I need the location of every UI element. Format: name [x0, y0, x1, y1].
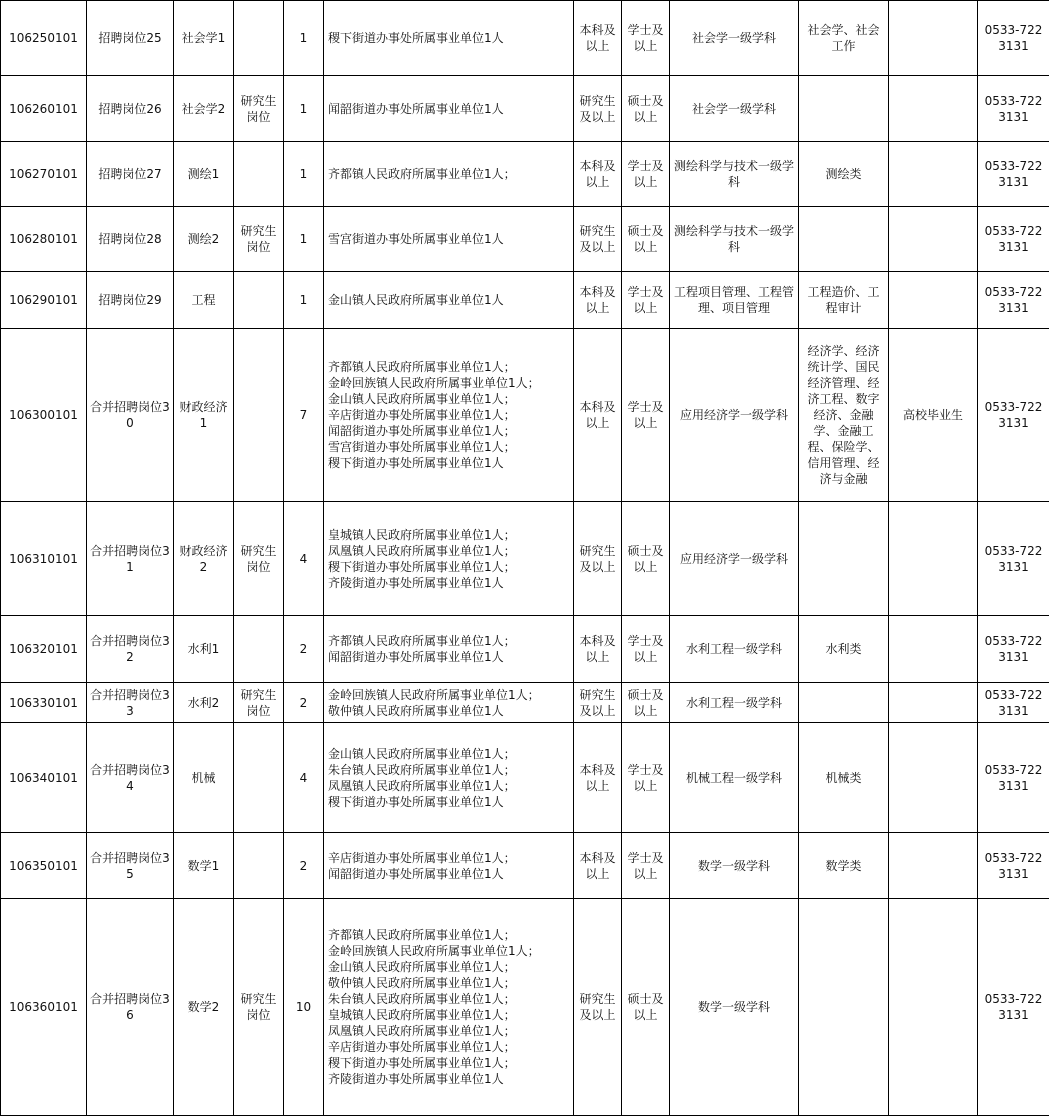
education-cell: 本科及以上: [574, 723, 622, 833]
table-row: [1, 616, 1049, 683]
major-cell: 水利工程一级学科: [670, 616, 799, 683]
phone-cell: 0533-7223131: [978, 683, 1049, 723]
post-name-cell: 合并招聘岗位34: [87, 723, 174, 833]
table-row: [1, 142, 1049, 207]
unit-line: 闻韶街道办事处所属事业单位1人: [328, 101, 570, 117]
major-extra-cell: 工程造价、工程审计: [799, 272, 889, 329]
degree-cell: 硕士及以上: [622, 207, 670, 272]
category-cell: 社会学2: [174, 76, 234, 142]
other-requirement-cell: [889, 833, 978, 899]
post-type-cell: [234, 1, 284, 76]
unit-line: 朱台镇人民政府所属事业单位1人；: [328, 991, 570, 1007]
education-cell: 研究生及以上: [574, 502, 622, 616]
major-extra-cell: [799, 899, 889, 1116]
table-row: [1, 1, 1049, 76]
major-cell: 测绘科学与技术一级学科: [670, 142, 799, 207]
education-cell: 本科及以上: [574, 272, 622, 329]
other-requirement-cell: [889, 272, 978, 329]
phone-cell: 0533-7223131: [978, 272, 1049, 329]
degree-cell: 硕士及以上: [622, 502, 670, 616]
unit-line: 齐都镇人民政府所属事业单位1人；: [328, 359, 570, 375]
post-code-cell: 106270101: [1, 142, 87, 207]
units-cell: [324, 207, 574, 272]
unit-line: 金山镇人民政府所属事业单位1人；: [328, 746, 570, 762]
unit-line: 凤凰镇人民政府所属事业单位1人；: [328, 1023, 570, 1039]
unit-line: 敬仲镇人民政府所属事业单位1人；: [328, 975, 570, 991]
degree-cell: 学士及以上: [622, 272, 670, 329]
phone-cell: 0533-7223131: [978, 76, 1049, 142]
unit-line: 皇城镇人民政府所属事业单位1人；: [328, 1007, 570, 1023]
degree-cell: 学士及以上: [622, 329, 670, 502]
post-type-cell: [234, 272, 284, 329]
unit-line: 雪宫街道办事处所属事业单位1人；: [328, 439, 570, 455]
post-type-cell: 研究生岗位: [234, 683, 284, 723]
major-cell: 工程项目管理、工程管理、项目管理: [670, 272, 799, 329]
other-requirement-cell: [889, 142, 978, 207]
education-cell: 本科及以上: [574, 616, 622, 683]
post-code-cell: 106290101: [1, 272, 87, 329]
category-cell: 财政经济1: [174, 329, 234, 502]
headcount-cell: 4: [284, 502, 324, 616]
unit-line: 凤凰镇人民政府所属事业单位1人；: [328, 778, 570, 794]
post-type-cell: [234, 329, 284, 502]
category-cell: 数学2: [174, 899, 234, 1116]
unit-line: 齐都镇人民政府所属事业单位1人；: [328, 166, 570, 182]
unit-line: 敬仲镇人民政府所属事业单位1人: [328, 703, 570, 719]
unit-line: 齐陵街道办事处所属事业单位1人: [328, 575, 570, 591]
unit-line: 闻韶街道办事处所属事业单位1人；: [328, 423, 570, 439]
major-extra-cell: 测绘类: [799, 142, 889, 207]
other-requirement-cell: [889, 1, 978, 76]
headcount-cell: 7: [284, 329, 324, 502]
degree-cell: 学士及以上: [622, 723, 670, 833]
post-name-cell: 合并招聘岗位30: [87, 329, 174, 502]
major-extra-cell: [799, 502, 889, 616]
unit-line: 金岭回族镇人民政府所属事业单位1人；: [328, 687, 570, 703]
headcount-cell: 2: [284, 833, 324, 899]
post-name-cell: 合并招聘岗位33: [87, 683, 174, 723]
other-requirement-cell: [889, 502, 978, 616]
unit-line: 齐陵街道办事处所属事业单位1人: [328, 1071, 570, 1087]
headcount-cell: 1: [284, 142, 324, 207]
table-row: [1, 502, 1049, 616]
education-cell: 研究生及以上: [574, 76, 622, 142]
table-row: [1, 76, 1049, 142]
unit-line: 齐都镇人民政府所属事业单位1人；: [328, 927, 570, 943]
post-name-cell: 合并招聘岗位32: [87, 616, 174, 683]
degree-cell: 硕士及以上: [622, 76, 670, 142]
post-type-cell: [234, 833, 284, 899]
headcount-cell: 1: [284, 1, 324, 76]
major-cell: 测绘科学与技术一级学科: [670, 207, 799, 272]
education-cell: 研究生及以上: [574, 683, 622, 723]
headcount-cell: 1: [284, 76, 324, 142]
major-cell: 社会学一级学科: [670, 1, 799, 76]
post-code-cell: 106360101: [1, 899, 87, 1116]
units-cell: [324, 502, 574, 616]
post-name-cell: 合并招聘岗位36: [87, 899, 174, 1116]
unit-line: 皇城镇人民政府所属事业单位1人；: [328, 527, 570, 543]
table-row: [1, 272, 1049, 329]
units-cell: [324, 76, 574, 142]
unit-line: 稷下街道办事处所属事业单位1人；: [328, 559, 570, 575]
category-cell: 财政经济2: [174, 502, 234, 616]
unit-line: 雪宫街道办事处所属事业单位1人: [328, 231, 570, 247]
table-row: [1, 833, 1049, 899]
phone-cell: 0533-7223131: [978, 329, 1049, 502]
post-code-cell: 106340101: [1, 723, 87, 833]
post-name-cell: 合并招聘岗位31: [87, 502, 174, 616]
major-extra-cell: [799, 76, 889, 142]
table-body: [1, 1, 1049, 1116]
degree-cell: 学士及以上: [622, 833, 670, 899]
unit-line: 金山镇人民政府所属事业单位1人；: [328, 391, 570, 407]
unit-line: 凤凰镇人民政府所属事业单位1人；: [328, 543, 570, 559]
category-cell: 水利1: [174, 616, 234, 683]
headcount-cell: 10: [284, 899, 324, 1116]
phone-cell: 0533-7223131: [978, 616, 1049, 683]
major-extra-cell: 水利类: [799, 616, 889, 683]
other-requirement-cell: [889, 899, 978, 1116]
major-extra-cell: 经济学、经济统计学、国民经济管理、经济工程、数字经济、金融学、金融工程、保险学、信用管理、经济与金融: [799, 329, 889, 502]
table-row: [1, 899, 1049, 1116]
category-cell: 社会学1: [174, 1, 234, 76]
category-cell: 数学1: [174, 833, 234, 899]
post-code-cell: 106300101: [1, 329, 87, 502]
major-cell: 应用经济学一级学科: [670, 502, 799, 616]
unit-line: 辛店街道办事处所属事业单位1人；: [328, 850, 570, 866]
post-type-cell: [234, 616, 284, 683]
units-cell: [324, 833, 574, 899]
headcount-cell: 2: [284, 616, 324, 683]
degree-cell: 硕士及以上: [622, 683, 670, 723]
other-requirement-cell: [889, 616, 978, 683]
headcount-cell: 1: [284, 272, 324, 329]
phone-cell: 0533-7223131: [978, 723, 1049, 833]
major-extra-cell: 数学类: [799, 833, 889, 899]
post-code-cell: 106250101: [1, 1, 87, 76]
phone-cell: 0533-7223131: [978, 899, 1049, 1116]
phone-cell: 0533-7223131: [978, 207, 1049, 272]
headcount-cell: 1: [284, 207, 324, 272]
education-cell: 研究生及以上: [574, 899, 622, 1116]
major-extra-cell: [799, 683, 889, 723]
post-code-cell: 106330101: [1, 683, 87, 723]
degree-cell: 硕士及以上: [622, 899, 670, 1116]
phone-cell: 0533-7223131: [978, 833, 1049, 899]
unit-line: 齐都镇人民政府所属事业单位1人；: [328, 633, 570, 649]
major-extra-cell: 机械类: [799, 723, 889, 833]
degree-cell: 学士及以上: [622, 142, 670, 207]
major-cell: 机械工程一级学科: [670, 723, 799, 833]
major-extra-cell: 社会学、社会工作: [799, 1, 889, 76]
table-row: [1, 207, 1049, 272]
unit-line: 稷下街道办事处所属事业单位1人: [328, 794, 570, 810]
degree-cell: 学士及以上: [622, 616, 670, 683]
category-cell: 测绘2: [174, 207, 234, 272]
post-type-cell: 研究生岗位: [234, 502, 284, 616]
unit-line: 辛店街道办事处所属事业单位1人；: [328, 407, 570, 423]
other-requirement-cell: [889, 207, 978, 272]
phone-cell: 0533-7223131: [978, 142, 1049, 207]
table-row: [1, 329, 1049, 502]
unit-line: 稷下街道办事处所属事业单位1人；: [328, 1055, 570, 1071]
post-code-cell: 106350101: [1, 833, 87, 899]
unit-line: 金岭回族镇人民政府所属事业单位1人；: [328, 375, 570, 391]
post-type-cell: 研究生岗位: [234, 899, 284, 1116]
phone-cell: 0533-7223131: [978, 1, 1049, 76]
major-cell: 社会学一级学科: [670, 76, 799, 142]
other-requirement-cell: [889, 723, 978, 833]
category-cell: 工程: [174, 272, 234, 329]
education-cell: 本科及以上: [574, 833, 622, 899]
category-cell: 水利2: [174, 683, 234, 723]
education-cell: 研究生及以上: [574, 207, 622, 272]
other-requirement-cell: [889, 683, 978, 723]
post-code-cell: 106260101: [1, 76, 87, 142]
degree-cell: 学士及以上: [622, 1, 670, 76]
education-cell: 本科及以上: [574, 142, 622, 207]
units-cell: [324, 899, 574, 1116]
units-cell: [324, 683, 574, 723]
post-name-cell: 招聘岗位25: [87, 1, 174, 76]
unit-line: 稷下街道办事处所属事业单位1人: [328, 455, 570, 471]
other-requirement-cell: 高校毕业生: [889, 329, 978, 502]
units-cell: [324, 329, 574, 502]
unit-line: 金岭回族镇人民政府所属事业单位1人；: [328, 943, 570, 959]
phone-cell: 0533-7223131: [978, 502, 1049, 616]
units-cell: [324, 616, 574, 683]
post-name-cell: 合并招聘岗位35: [87, 833, 174, 899]
post-name-cell: 招聘岗位28: [87, 207, 174, 272]
major-cell: 数学一级学科: [670, 833, 799, 899]
units-cell: [324, 142, 574, 207]
unit-line: 朱台镇人民政府所属事业单位1人；: [328, 762, 570, 778]
unit-line: 闻韶街道办事处所属事业单位1人: [328, 866, 570, 882]
post-code-cell: 106280101: [1, 207, 87, 272]
post-code-cell: 106320101: [1, 616, 87, 683]
unit-line: 闻韶街道办事处所属事业单位1人: [328, 649, 570, 665]
post-type-cell: [234, 142, 284, 207]
units-cell: [324, 723, 574, 833]
headcount-cell: 4: [284, 723, 324, 833]
table-row: [1, 683, 1049, 723]
unit-line: 辛店街道办事处所属事业单位1人；: [328, 1039, 570, 1055]
major-cell: 水利工程一级学科: [670, 683, 799, 723]
other-requirement-cell: [889, 76, 978, 142]
unit-line: 金山镇人民政府所属事业单位1人；: [328, 959, 570, 975]
post-name-cell: 招聘岗位26: [87, 76, 174, 142]
post-type-cell: [234, 723, 284, 833]
unit-line: 金山镇人民政府所属事业单位1人: [328, 292, 570, 308]
post-type-cell: 研究生岗位: [234, 76, 284, 142]
education-cell: 本科及以上: [574, 329, 622, 502]
education-cell: 本科及以上: [574, 1, 622, 76]
unit-line: 稷下街道办事处所属事业单位1人: [328, 30, 570, 46]
units-cell: [324, 272, 574, 329]
post-name-cell: 招聘岗位27: [87, 142, 174, 207]
post-name-cell: 招聘岗位29: [87, 272, 174, 329]
major-cell: 数学一级学科: [670, 899, 799, 1116]
units-cell: [324, 1, 574, 76]
category-cell: 测绘1: [174, 142, 234, 207]
category-cell: 机械: [174, 723, 234, 833]
table-row: [1, 723, 1049, 833]
major-extra-cell: [799, 207, 889, 272]
post-code-cell: 106310101: [1, 502, 87, 616]
post-type-cell: 研究生岗位: [234, 207, 284, 272]
headcount-cell: 2: [284, 683, 324, 723]
major-cell: 应用经济学一级学科: [670, 329, 799, 502]
